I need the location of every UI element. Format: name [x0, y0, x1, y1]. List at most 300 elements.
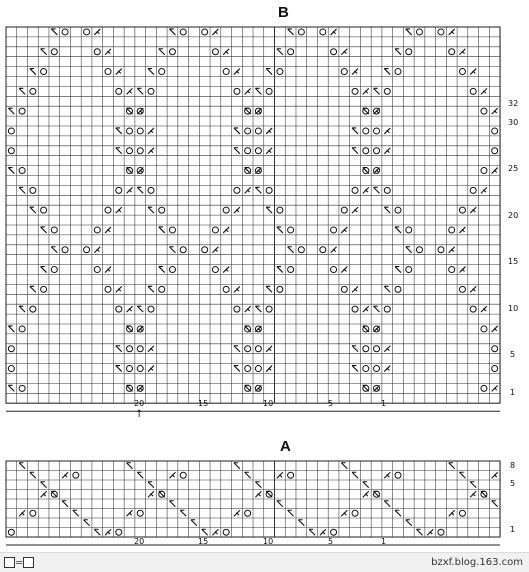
- chart-b-yarn-over-symbol: [395, 286, 401, 292]
- chart-b-yarn-over-symbol: [51, 227, 57, 233]
- chart-b-row-num: 32: [508, 99, 519, 108]
- chart-b-yarn-over-symbol: [245, 148, 251, 154]
- chart-b-decrease-left-symbol: [137, 88, 143, 94]
- chart-b-decrease-left-symbol: [19, 306, 25, 312]
- chart-b-decrease-right-symbol: [459, 227, 465, 233]
- chart-a-decrease-right-symbol: [234, 510, 240, 516]
- chart-b-yarn-over-symbol: [148, 306, 154, 312]
- chart-b-yarn-over-symbol: [438, 247, 444, 253]
- chart-b-yarn-over-symbol: [41, 286, 47, 292]
- chart-b-decrease-left-symbol: [116, 346, 122, 352]
- chart-b-decrease-left-symbol: [8, 108, 14, 114]
- chart-b-yarn-over-symbol: [62, 29, 68, 35]
- chart-b-decrease-right-symbol: [459, 49, 465, 55]
- chart-b-decrease-left-symbol: [288, 29, 294, 35]
- chart-b-decrease-right-symbol: [234, 286, 240, 292]
- chart-b-yarn-over-symbol: [416, 247, 422, 253]
- chart-b-decrease-left-symbol: [255, 187, 261, 193]
- chart-b-decrease-left-symbol: [8, 168, 14, 174]
- chart-a-decrease-left-symbol: [180, 510, 186, 516]
- chart-b-yarn-over-symbol: [384, 88, 390, 94]
- chart-b-yarn-over-symbol: [331, 49, 337, 55]
- chart-b-decrease-left-symbol: [19, 88, 25, 94]
- chart-b-decrease-left-symbol: [395, 267, 401, 273]
- chart-a-yarn-over-symbol: [352, 510, 358, 516]
- chart-b-yarn-over-symbol: [234, 88, 240, 94]
- chart-b-yarn-over-symbol: [492, 366, 498, 372]
- chart-b-yarn-over-symbol: [320, 29, 326, 35]
- chart-b-yarn-over-symbol: [331, 267, 337, 273]
- chart-a-yarn-over-symbol: [8, 529, 14, 535]
- chart-b-yarn-over-symbol: [30, 88, 36, 94]
- chart-a-decrease-left-symbol: [309, 529, 315, 535]
- chart-b-yarn-over-symbol: [298, 247, 304, 253]
- chart-b-decrease-right-symbol: [245, 88, 251, 94]
- chart-b-yarn-over-symbol: [492, 148, 498, 154]
- chart-b-yarn-over-symbol: [169, 227, 175, 233]
- chart-b-yarn-over-symbol: [481, 385, 487, 391]
- chart-b-decrease-left-symbol: [51, 247, 57, 253]
- chart-b-decrease-right-symbol: [481, 306, 487, 312]
- chart-b-yarn-over-symbol: [116, 187, 122, 193]
- chart-b-decrease-right-symbol: [94, 247, 100, 253]
- chart-b-decrease-right-symbol: [105, 49, 111, 55]
- chart-b-decrease-right-symbol: [331, 247, 337, 253]
- chart-b-yarn-over-symbol: [277, 207, 283, 213]
- chart-b-decrease-right-symbol: [470, 69, 476, 75]
- chart-b-yarn-over-symbol: [320, 247, 326, 253]
- chart-a-decrease-left-symbol: [298, 520, 304, 526]
- chart-b-decrease-right-symbol: [116, 207, 122, 213]
- chart-b-yarn-over-symbol: [255, 128, 261, 134]
- chart-a-decrease-left-symbol: [137, 472, 143, 478]
- chart-a-decrease-right-symbol: [277, 472, 283, 478]
- chart-a-yarn-over-symbol: [223, 529, 229, 535]
- chart-a-decrease-left-symbol: [384, 501, 390, 507]
- chart-b-yarn-over-symbol: [470, 88, 476, 94]
- chart-b-row-num: 15: [508, 257, 519, 266]
- chart-b-decrease-right-symbol: [266, 346, 272, 352]
- chart-b-decrease-right-symbol: [459, 267, 465, 273]
- chart-b-yarn-over-symbol: [30, 187, 36, 193]
- chart-b-decrease-right-symbol: [481, 187, 487, 193]
- chart-b-decrease-right-symbol: [245, 306, 251, 312]
- chart-b-decrease-right-symbol: [148, 366, 154, 372]
- chart-b-yarn-over-symbol: [169, 49, 175, 55]
- chart-b-decrease-right-symbol: [234, 69, 240, 75]
- chart-b-yarn-over-symbol: [255, 366, 261, 372]
- chart-a-decrease-left-symbol: [19, 463, 25, 469]
- chart-b-yarn-over-symbol: [363, 346, 369, 352]
- chart-b-decrease-left-symbol: [255, 88, 261, 94]
- chart-b-yarn-over-symbol: [459, 286, 465, 292]
- chart-b-yarn-over-symbol: [406, 49, 412, 55]
- chart-a-decrease-right-symbol: [449, 510, 455, 516]
- chart-b-decrease-right-symbol: [116, 286, 122, 292]
- chart-a-row-num: 8: [510, 461, 516, 470]
- chart-b-yarn-over-symbol: [19, 108, 25, 114]
- chart-b-decrease-left-symbol: [277, 49, 283, 55]
- chart-b-row-num: 5: [510, 350, 516, 359]
- chart-a-decrease-right-symbol: [212, 529, 218, 535]
- chart-b-decrease-right-symbol: [266, 128, 272, 134]
- chart-b-decrease-left-symbol: [352, 128, 358, 134]
- chart-b-yarn-over-symbol: [363, 128, 369, 134]
- chart-a-decrease-left-symbol: [127, 463, 133, 469]
- chart-a-decrease-left-symbol: [234, 463, 240, 469]
- chart-b-yarn-over-symbol: [288, 267, 294, 273]
- chart-b-col-num: 1: [381, 399, 387, 408]
- chart-a-yarn-over-symbol: [459, 510, 465, 516]
- chart-a-yarn-over-symbol: [180, 472, 186, 478]
- chart-b-row-num: 25: [508, 164, 519, 173]
- chart-b-col-num: 10: [263, 399, 274, 408]
- chart-b-decrease-left-symbol: [384, 207, 390, 213]
- chart-b-yarn-over-symbol: [449, 49, 455, 55]
- chart-b-decrease-left-symbol: [406, 29, 412, 35]
- chart-a-decrease-right-symbol: [19, 510, 25, 516]
- chart-b-yarn-over-symbol: [341, 286, 347, 292]
- chart-b-yarn-over-symbol: [19, 326, 25, 332]
- chart-a-decrease-left-symbol: [470, 482, 476, 488]
- chart-b-decrease-right-symbol: [384, 366, 390, 372]
- chart-b-decrease-right-symbol: [127, 187, 133, 193]
- chart-b-decrease-right-symbol: [492, 326, 498, 332]
- chart-b-decrease-right-symbol: [470, 207, 476, 213]
- chart-b-decrease-right-symbol: [223, 49, 229, 55]
- chart-b-decrease-right-symbol: [449, 29, 455, 35]
- chart-b-decrease-left-symbol: [116, 128, 122, 134]
- chart-a-decrease-right-symbol: [341, 510, 347, 516]
- chart-a-decrease-right-symbol: [169, 472, 175, 478]
- chart-b-decrease-right-symbol: [266, 148, 272, 154]
- chart-b-yarn-over-symbol: [298, 29, 304, 35]
- chart-a-decrease-right-symbol: [127, 510, 133, 516]
- chart-a-col-num: 10: [263, 537, 274, 546]
- chart-a-col-num: 1: [381, 537, 387, 546]
- chart-b-decrease-left-symbol: [30, 207, 36, 213]
- chart-a-yarn-over-symbol: [245, 510, 251, 516]
- chart-b-decrease-right-symbol: [266, 366, 272, 372]
- chart-b-decrease-left-symbol: [266, 286, 272, 292]
- chart-b-yarn-over-symbol: [223, 207, 229, 213]
- chart-a-decrease-left-symbol: [277, 501, 283, 507]
- chart-b-yarn-over-symbol: [94, 49, 100, 55]
- chart-b-yarn-over-symbol: [352, 187, 358, 193]
- chart-b-yarn-over-symbol: [116, 306, 122, 312]
- chart-b-yarn-over-symbol: [245, 346, 251, 352]
- chart-b-row-num: 30: [508, 118, 519, 127]
- chart-b-decrease-right-symbol: [384, 128, 390, 134]
- chart-a-decrease-left-symbol: [202, 529, 208, 535]
- chart-b-yarn-over-symbol: [105, 207, 111, 213]
- chart-b-decrease-left-symbol: [266, 207, 272, 213]
- chart-b-decrease-left-symbol: [169, 247, 175, 253]
- chart-b-yarn-over-symbol: [384, 187, 390, 193]
- chart-b-yarn-over-symbol: [406, 227, 412, 233]
- chart-a-decrease-left-symbol: [148, 482, 154, 488]
- chart-b-decrease-right-symbol: [105, 227, 111, 233]
- chart-b-decrease-left-symbol: [352, 366, 358, 372]
- chart-b-yarn-over-symbol: [449, 227, 455, 233]
- chart-b-yarn-over-symbol: [341, 69, 347, 75]
- footer-bar: [0, 552, 529, 572]
- chart-b-yarn-over-symbol: [449, 267, 455, 273]
- chart-b-decrease-right-symbol: [94, 29, 100, 35]
- chart-b-decrease-left-symbol: [148, 69, 154, 75]
- chart-b-yarn-over-symbol: [180, 29, 186, 35]
- chart-b-yarn-over-symbol: [266, 306, 272, 312]
- chart-a-yarn-over-symbol: [73, 472, 79, 478]
- chart-b-yarn-over-symbol: [84, 29, 90, 35]
- chart-b-title: B: [278, 4, 289, 21]
- chart-b-decrease-left-symbol: [169, 29, 175, 35]
- chart-b-decrease-left-symbol: [159, 49, 165, 55]
- chart-b-decrease-left-symbol: [41, 49, 47, 55]
- chart-a-decrease-right-symbol: [363, 491, 369, 497]
- chart-b-decrease-left-symbol: [148, 286, 154, 292]
- chart-b-yarn-over-symbol: [223, 69, 229, 75]
- chart-b-decrease-left-symbol: [374, 88, 380, 94]
- chart-b-decrease-left-symbol: [384, 286, 390, 292]
- chart-b-yarn-over-symbol: [8, 346, 14, 352]
- chart-b-decrease-right-symbol: [384, 346, 390, 352]
- chart-b-yarn-over-symbol: [105, 69, 111, 75]
- chart-b-yarn-over-symbol: [84, 247, 90, 253]
- chart-b-decrease-right-symbol: [481, 88, 487, 94]
- chart-b-yarn-over-symbol: [148, 88, 154, 94]
- chart-b-decrease-left-symbol: [374, 187, 380, 193]
- chart-b-yarn-over-symbol: [223, 286, 229, 292]
- watermark: bzxf.blog.163.com: [431, 557, 523, 568]
- chart-a-decrease-left-symbol: [73, 510, 79, 516]
- chart-b-decrease-right-symbol: [352, 69, 358, 75]
- chart-a-decrease-right-symbol: [41, 491, 47, 497]
- chart-b-decrease-right-symbol: [212, 247, 218, 253]
- chart-a-decrease-right-symbol: [470, 491, 476, 497]
- chart-b-decrease-right-symbol: [148, 346, 154, 352]
- chart-b-decrease-right-symbol: [449, 247, 455, 253]
- chart-b-yarn-over-symbol: [492, 128, 498, 134]
- chart-b-yarn-over-symbol: [8, 366, 14, 372]
- chart-b-yarn-over-symbol: [245, 128, 251, 134]
- chart-a-decrease-left-symbol: [492, 501, 498, 507]
- chart-b-yarn-over-symbol: [438, 29, 444, 35]
- chart-b-yarn-over-symbol: [212, 49, 218, 55]
- chart-b-yarn-over-symbol: [255, 346, 261, 352]
- chart-b-yarn-over-symbol: [406, 267, 412, 273]
- chart-b-yarn-over-symbol: [127, 148, 133, 154]
- chart-b-decrease-right-symbol: [223, 267, 229, 273]
- chart-b-col-num: 5: [328, 399, 334, 408]
- chart-a-yarn-over-symbol: [438, 529, 444, 535]
- chart-b-yarn-over-symbol: [331, 227, 337, 233]
- chart-b-yarn-over-symbol: [159, 286, 165, 292]
- chart-a-decrease-left-symbol: [62, 501, 68, 507]
- chart-a-decrease-left-symbol: [288, 510, 294, 516]
- chart-b-yarn-over-symbol: [374, 346, 380, 352]
- chart-b-decrease-left-symbol: [148, 207, 154, 213]
- chart-b-row-num: 1: [510, 388, 516, 397]
- chart-b-yarn-over-symbol: [234, 187, 240, 193]
- chart-b-yarn-over-symbol: [384, 306, 390, 312]
- chart-b-yarn-over-symbol: [255, 148, 261, 154]
- chart-a-title: A: [280, 438, 291, 455]
- chart-b-decrease-right-symbol: [116, 69, 122, 75]
- chart-b-yarn-over-symbol: [41, 207, 47, 213]
- chart-b-decrease-left-symbol: [116, 148, 122, 154]
- chart-b-decrease-left-symbol: [41, 267, 47, 273]
- chart-a-decrease-left-symbol: [406, 520, 412, 526]
- chart-a-yarn-over-symbol: [331, 529, 337, 535]
- chart-b-decrease-left-symbol: [19, 187, 25, 193]
- chart-a-yarn-over-symbol: [395, 472, 401, 478]
- chart-b-decrease-right-symbol: [492, 168, 498, 174]
- chart-b-yarn-over-symbol: [159, 207, 165, 213]
- chart-b-yarn-over-symbol: [51, 49, 57, 55]
- chart-a-decrease-left-symbol: [41, 482, 47, 488]
- chart-a-decrease-left-symbol: [255, 482, 261, 488]
- chart-b-yarn-over-symbol: [137, 148, 143, 154]
- chart-b-decrease-left-symbol: [266, 69, 272, 75]
- chart-b-yarn-over-symbol: [481, 326, 487, 332]
- chart-b-yarn-over-symbol: [277, 286, 283, 292]
- chart-b-decrease-left-symbol: [352, 346, 358, 352]
- chart-b-decrease-left-symbol: [116, 366, 122, 372]
- chart-a-decrease-left-symbol: [245, 472, 251, 478]
- chart-b-yarn-over-symbol: [8, 148, 14, 154]
- chart-b-decrease-left-symbol: [234, 346, 240, 352]
- chart-a-decrease-right-symbol: [384, 472, 390, 478]
- chart-b-yarn-over-symbol: [41, 69, 47, 75]
- chart-b-yarn-over-symbol: [202, 29, 208, 35]
- chart-b-decrease-left-symbol: [234, 148, 240, 154]
- chart-b-yarn-over-symbol: [127, 346, 133, 352]
- chart-a-decrease-left-symbol: [352, 472, 358, 478]
- chart-b-decrease-left-symbol: [8, 326, 14, 332]
- chart-b-yarn-over-symbol: [266, 88, 272, 94]
- chart-b-decrease-left-symbol: [277, 227, 283, 233]
- chart-a-decrease-left-symbol: [191, 520, 197, 526]
- chart-b-yarn-over-symbol: [137, 128, 143, 134]
- chart-b-decrease-right-symbol: [341, 49, 347, 55]
- chart-b-decrease-left-symbol: [30, 69, 36, 75]
- chart-a-decrease-right-symbol: [492, 472, 498, 478]
- chart-a-row-num: 1: [510, 525, 516, 534]
- chart-b-yarn-over-symbol: [19, 168, 25, 174]
- chart-b-yarn-over-symbol: [180, 247, 186, 253]
- chart-b-decrease-right-symbol: [492, 385, 498, 391]
- chart-b-decrease-right-symbol: [341, 227, 347, 233]
- chart-b-row-num: 20: [508, 211, 519, 220]
- chart-b-yarn-over-symbol: [277, 69, 283, 75]
- chart-b-yarn-over-symbol: [481, 108, 487, 114]
- chart-a-decrease-right-symbol: [148, 491, 154, 497]
- chart-b-yarn-over-symbol: [148, 187, 154, 193]
- legend-icon: =: [4, 557, 34, 569]
- chart-b-yarn-over-symbol: [127, 128, 133, 134]
- chart-b-decrease-right-symbol: [212, 29, 218, 35]
- chart-b-yarn-over-symbol: [94, 267, 100, 273]
- start-arrow-icon: ↑: [135, 409, 144, 420]
- chart-b-yarn-over-symbol: [470, 306, 476, 312]
- chart-b-decrease-right-symbol: [363, 306, 369, 312]
- chart-b-yarn-over-symbol: [288, 227, 294, 233]
- chart-b-decrease-left-symbol: [406, 247, 412, 253]
- chart-a-decrease-right-symbol: [105, 529, 111, 535]
- chart-b-decrease-right-symbol: [245, 187, 251, 193]
- chart-a-yarn-over-symbol: [116, 529, 122, 535]
- chart-a-decrease-left-symbol: [341, 463, 347, 469]
- chart-a-decrease-right-symbol: [427, 529, 433, 535]
- chart-b-yarn-over-symbol: [116, 88, 122, 94]
- chart-b-col-num: 20: [134, 399, 145, 408]
- chart-b-yarn-over-symbol: [374, 128, 380, 134]
- chart-b-yarn-over-symbol: [159, 69, 165, 75]
- chart-b-yarn-over-symbol: [352, 88, 358, 94]
- chart-b-yarn-over-symbol: [245, 366, 251, 372]
- chart-b-decrease-right-symbol: [470, 286, 476, 292]
- chart-b-decrease-left-symbol: [159, 227, 165, 233]
- chart-b-decrease-left-symbol: [352, 148, 358, 154]
- chart-b-yarn-over-symbol: [62, 247, 68, 253]
- chart-a-yarn-over-symbol: [30, 510, 36, 516]
- chart-b-yarn-over-symbol: [492, 346, 498, 352]
- chart-b-decrease-left-symbol: [395, 49, 401, 55]
- chart-b-col-num: 15: [198, 399, 209, 408]
- chart-b-decrease-left-symbol: [234, 366, 240, 372]
- chart-b-decrease-left-symbol: [255, 306, 261, 312]
- chart-b-decrease-right-symbol: [352, 286, 358, 292]
- chart-b-yarn-over-symbol: [212, 227, 218, 233]
- chart-b-yarn-over-symbol: [363, 366, 369, 372]
- chart-b-decrease-right-symbol: [127, 88, 133, 94]
- chart-b-yarn-over-symbol: [374, 366, 380, 372]
- chart-b-decrease-left-symbol: [137, 306, 143, 312]
- chart-a-decrease-left-symbol: [94, 529, 100, 535]
- chart-b-yarn-over-symbol: [51, 267, 57, 273]
- chart-b-yarn-over-symbol: [137, 346, 143, 352]
- chart-b-yarn-over-symbol: [127, 366, 133, 372]
- chart-a-yarn-over-symbol: [137, 510, 143, 516]
- chart-b-decrease-left-symbol: [8, 385, 14, 391]
- chart-b-decrease-right-symbol: [234, 207, 240, 213]
- chart-b-decrease-right-symbol: [223, 227, 229, 233]
- chart-b-decrease-left-symbol: [234, 128, 240, 134]
- chart-b-decrease-right-symbol: [105, 267, 111, 273]
- chart-b-decrease-left-symbol: [384, 69, 390, 75]
- chart-b-decrease-right-symbol: [352, 207, 358, 213]
- chart-b-yarn-over-symbol: [105, 286, 111, 292]
- chart-a-decrease-left-symbol: [395, 510, 401, 516]
- chart-a-decrease-right-symbol: [62, 472, 68, 478]
- chart-b-yarn-over-symbol: [363, 148, 369, 154]
- chart-a-decrease-left-symbol: [169, 501, 175, 507]
- chart-a-row-num: 5: [510, 479, 516, 488]
- chart-b-yarn-over-symbol: [481, 168, 487, 174]
- chart-a-decrease-left-symbol: [416, 529, 422, 535]
- chart-a-decrease-left-symbol: [30, 472, 36, 478]
- chart-b-decrease-right-symbol: [148, 148, 154, 154]
- chart-b-yarn-over-symbol: [137, 366, 143, 372]
- chart-b-yarn-over-symbol: [416, 29, 422, 35]
- chart-a-decrease-left-symbol: [84, 520, 90, 526]
- chart-b-decrease-right-symbol: [384, 148, 390, 154]
- chart-a-decrease-left-symbol: [449, 463, 455, 469]
- chart-b-yarn-over-symbol: [341, 207, 347, 213]
- chart-b-yarn-over-symbol: [288, 49, 294, 55]
- chart-b-decrease-right-symbol: [331, 29, 337, 35]
